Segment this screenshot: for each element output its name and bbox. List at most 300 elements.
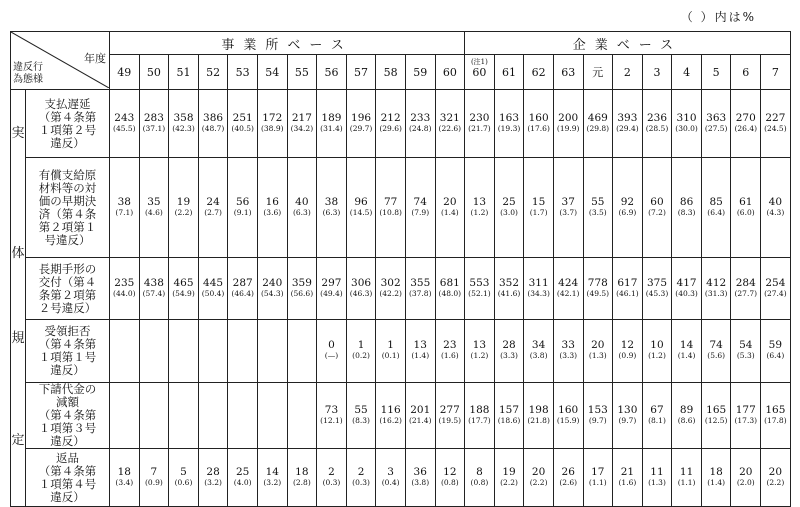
cell-count: 277 bbox=[439, 403, 460, 416]
cell-percent: (54.9) bbox=[172, 288, 195, 298]
cell-percent: (46.4) bbox=[231, 288, 254, 298]
cell-count: 321 bbox=[439, 111, 460, 124]
table-cell bbox=[405, 383, 435, 449]
year-header-4: 53 bbox=[228, 55, 258, 90]
table-cell bbox=[435, 158, 465, 258]
cell-percent: (5.6) bbox=[707, 351, 726, 360]
table-cell bbox=[257, 258, 287, 320]
cell-percent: (6.0) bbox=[736, 207, 755, 217]
cell-percent: (30.0) bbox=[675, 123, 698, 133]
table-cell bbox=[228, 258, 258, 320]
cell-count: 352 bbox=[498, 276, 520, 289]
cell-percent: (3.2) bbox=[204, 477, 222, 487]
year-header-12: (注1) 60 bbox=[465, 55, 495, 90]
side-label-char: 定 bbox=[11, 433, 25, 448]
cell-percent: (49.5) bbox=[586, 288, 610, 298]
cell-percent: (0.9) bbox=[145, 477, 163, 487]
cell-percent: (8.3) bbox=[352, 415, 370, 425]
table-cell bbox=[672, 383, 702, 449]
year-header-6: 55 bbox=[287, 55, 317, 90]
table-cell bbox=[494, 320, 524, 383]
cell-percent: (46.3) bbox=[349, 288, 373, 298]
table-cell bbox=[731, 320, 761, 383]
cell-count: 553 bbox=[469, 276, 490, 289]
cell-percent: (2.0) bbox=[736, 477, 755, 487]
office-base-header: 事業所ベース bbox=[110, 32, 465, 55]
cell-percent: (4.6) bbox=[145, 207, 163, 217]
cell-percent: (—) bbox=[324, 351, 339, 360]
table-cell bbox=[583, 258, 613, 320]
cell-count: 28 bbox=[502, 339, 516, 351]
cell-percent: (15.9) bbox=[556, 415, 580, 425]
cell-percent: (2.7) bbox=[204, 207, 222, 217]
table-cell bbox=[642, 258, 672, 320]
cell-percent: (27.4) bbox=[764, 288, 787, 298]
cell-count: 1 bbox=[387, 339, 394, 351]
cell-percent: (4.3) bbox=[766, 207, 785, 217]
table-cell bbox=[613, 258, 643, 320]
table-cell bbox=[139, 90, 169, 158]
table-cell bbox=[613, 320, 643, 383]
table-cell bbox=[405, 158, 435, 258]
cell-count: 681 bbox=[439, 276, 460, 289]
cell-count: 393 bbox=[617, 111, 638, 124]
cell-percent: (1.2) bbox=[648, 351, 666, 360]
cell-count: 19 bbox=[176, 195, 191, 208]
table-cell bbox=[139, 449, 169, 507]
year-header-8: 57 bbox=[346, 55, 376, 90]
cell-count: 12 bbox=[443, 465, 457, 478]
cell-count: 56 bbox=[235, 195, 250, 208]
corner-header bbox=[11, 32, 110, 90]
cell-count: 67 bbox=[650, 403, 664, 416]
table-cell bbox=[465, 449, 495, 507]
cell-percent: (29.4) bbox=[616, 123, 639, 133]
cell-count: 13 bbox=[472, 339, 487, 351]
cell-percent: (3.0) bbox=[500, 207, 518, 217]
table-cell bbox=[317, 449, 347, 507]
table-cell bbox=[346, 90, 376, 158]
cell-count: 61 bbox=[739, 195, 753, 208]
cell-count: 617 bbox=[617, 276, 638, 289]
table-cell bbox=[524, 383, 554, 449]
cell-percent: (3.4) bbox=[115, 477, 134, 487]
cell-count: 177 bbox=[735, 403, 756, 416]
table-cell bbox=[228, 383, 258, 449]
table-cell bbox=[110, 158, 140, 258]
cell-count: 778 bbox=[587, 276, 608, 289]
cell-percent: (3.8) bbox=[529, 351, 548, 360]
table-cell bbox=[435, 90, 465, 158]
table-cell bbox=[376, 158, 406, 258]
table-cell bbox=[346, 320, 376, 383]
cell-percent: (44.0) bbox=[113, 288, 136, 298]
cell-count: 86 bbox=[679, 195, 694, 208]
cell-count: 375 bbox=[646, 276, 667, 289]
table-cell bbox=[110, 90, 140, 158]
cell-count: 2 bbox=[328, 465, 335, 478]
cell-percent: (31.4) bbox=[320, 123, 343, 133]
table-cell bbox=[701, 383, 731, 449]
cell-count: 200 bbox=[558, 111, 579, 124]
cell-percent: (37.1) bbox=[142, 123, 166, 133]
cell-count: 73 bbox=[324, 403, 339, 416]
cell-percent: (38.9) bbox=[260, 123, 284, 133]
table-cell bbox=[465, 320, 495, 383]
cell-percent: (7.9) bbox=[411, 207, 430, 217]
year-header-1: 50 bbox=[139, 55, 169, 90]
cell-percent: (1.4) bbox=[677, 351, 696, 360]
cell-percent: (19.3) bbox=[497, 123, 521, 133]
year-header-label: 年度 bbox=[84, 52, 106, 65]
row-label: 有償支給原 材料等の対 価の早期決 済（第４条 第２項第１ 号違反） bbox=[26, 158, 110, 258]
cell-count: 284 bbox=[735, 276, 756, 289]
cell-count: 34 bbox=[531, 339, 546, 351]
cell-count: 201 bbox=[410, 403, 431, 416]
cell-count: 60 bbox=[650, 195, 664, 208]
cell-count: 25 bbox=[235, 465, 250, 478]
table-cell bbox=[553, 449, 583, 507]
cell-percent: (34.2) bbox=[290, 123, 314, 133]
cell-percent: (16.2) bbox=[379, 415, 402, 425]
table-cell bbox=[465, 158, 495, 258]
table-cell bbox=[761, 320, 791, 383]
cell-count: 7 bbox=[150, 465, 158, 478]
cell-count: 37 bbox=[561, 195, 575, 208]
cell-percent: (3.8) bbox=[411, 477, 430, 487]
cell-percent: (3.3) bbox=[500, 351, 518, 360]
cell-count: 38 bbox=[117, 195, 131, 208]
cell-percent: (42.2) bbox=[379, 288, 402, 298]
cell-percent: (2.2) bbox=[174, 207, 193, 217]
table-cell bbox=[761, 158, 791, 258]
cell-percent: (1.3) bbox=[588, 351, 607, 360]
cell-percent: (0.3) bbox=[352, 477, 370, 487]
cell-count: 28 bbox=[206, 465, 220, 478]
cell-percent: (24.8) bbox=[408, 123, 432, 133]
section-header-row bbox=[11, 32, 791, 55]
cell-percent: (3.5) bbox=[588, 207, 607, 217]
table-cell bbox=[465, 90, 495, 158]
table-cell bbox=[494, 449, 524, 507]
table-cell bbox=[435, 383, 465, 449]
year-header-17: 2 bbox=[613, 55, 643, 90]
cell-count: 77 bbox=[383, 195, 398, 208]
cell-count: 424 bbox=[558, 276, 579, 289]
year-header-15: 63 bbox=[553, 55, 583, 90]
cell-count: 254 bbox=[765, 276, 786, 289]
table-cell bbox=[346, 258, 376, 320]
cell-percent: (56.6) bbox=[290, 288, 314, 298]
cell-percent: (24.5) bbox=[764, 123, 787, 133]
table-cell bbox=[228, 449, 258, 507]
cell-percent: (7.2) bbox=[648, 207, 666, 217]
cell-percent: (14.5) bbox=[349, 207, 373, 217]
cell-percent: (42.3) bbox=[172, 123, 195, 133]
table-cell bbox=[613, 90, 643, 158]
cell-percent: (6.4) bbox=[766, 351, 785, 360]
table-row bbox=[11, 320, 791, 383]
cell-percent: (40.5) bbox=[231, 123, 254, 133]
cell-count: 24 bbox=[206, 195, 220, 208]
table-cell bbox=[346, 449, 376, 507]
table-cell bbox=[731, 258, 761, 320]
table-cell bbox=[257, 383, 287, 449]
cell-percent: (29.7) bbox=[349, 123, 373, 133]
cell-percent: (1.2) bbox=[470, 207, 489, 217]
cell-percent: (27.5) bbox=[704, 123, 728, 133]
cell-count: 243 bbox=[114, 111, 135, 124]
year-header-0: 49 bbox=[110, 55, 140, 90]
cell-count: 26 bbox=[561, 465, 575, 478]
cell-percent: (1.2) bbox=[470, 351, 489, 360]
cell-count: 233 bbox=[410, 111, 431, 124]
cell-percent: (17.6) bbox=[527, 123, 550, 133]
table-cell bbox=[613, 383, 643, 449]
cell-count: 0 bbox=[328, 339, 335, 351]
cell-count: 12 bbox=[620, 339, 635, 351]
table-row bbox=[11, 258, 791, 320]
side-label bbox=[11, 90, 26, 507]
cell-count: 17 bbox=[591, 465, 605, 478]
row-label: 支払遅延 （第４条第 １項第２号 違反） bbox=[26, 90, 110, 158]
cell-percent: (1.3) bbox=[648, 477, 666, 487]
table-cell bbox=[110, 449, 140, 507]
cell-count: 15 bbox=[531, 195, 546, 208]
cell-count: 196 bbox=[351, 111, 372, 124]
table-cell bbox=[287, 90, 317, 158]
cell-percent: (40.3) bbox=[675, 288, 698, 298]
table-cell bbox=[672, 90, 702, 158]
cell-count: 18 bbox=[117, 465, 131, 478]
cell-percent: (19.5) bbox=[438, 415, 462, 425]
cell-count: 19 bbox=[502, 465, 516, 478]
cell-count: 165 bbox=[765, 403, 786, 416]
table-cell bbox=[701, 320, 731, 383]
cell-percent: (10.8) bbox=[379, 207, 402, 217]
table-cell bbox=[257, 449, 287, 507]
cell-count: 230 bbox=[469, 111, 490, 124]
table-cell bbox=[553, 320, 583, 383]
table-cell bbox=[583, 320, 613, 383]
cell-count: 165 bbox=[706, 403, 727, 416]
cell-count: 36 bbox=[413, 465, 427, 478]
table-cell bbox=[110, 258, 140, 320]
cell-count: 59 bbox=[768, 339, 783, 351]
table-cell bbox=[257, 158, 287, 258]
cell-count: 310 bbox=[676, 111, 697, 124]
cell-percent: (12.1) bbox=[320, 415, 343, 425]
table-cell bbox=[524, 320, 554, 383]
year-header-21: 6 bbox=[731, 55, 761, 90]
year-header-3: 52 bbox=[198, 55, 228, 90]
cell-count: 217 bbox=[291, 111, 312, 124]
cell-percent: (1.4) bbox=[411, 351, 430, 360]
cell-percent: (54.3) bbox=[260, 288, 284, 298]
table-cell bbox=[761, 449, 791, 507]
table-cell bbox=[317, 383, 347, 449]
cell-count: 8 bbox=[476, 465, 483, 478]
table-cell bbox=[346, 158, 376, 258]
table-cell bbox=[169, 320, 199, 383]
cell-count: 20 bbox=[739, 465, 753, 478]
cell-percent: (0.1) bbox=[381, 351, 400, 360]
side-label-char: 規 bbox=[11, 331, 25, 346]
table-cell bbox=[376, 383, 406, 449]
table-cell bbox=[494, 90, 524, 158]
year-header-2: 51 bbox=[169, 55, 199, 90]
table-cell bbox=[435, 320, 465, 383]
cell-count: 5 bbox=[180, 465, 187, 478]
cell-count: 74 bbox=[709, 339, 723, 351]
cell-percent: (9.7) bbox=[588, 415, 607, 425]
cell-percent: (3.7) bbox=[559, 207, 578, 217]
cell-percent: (1.4) bbox=[707, 477, 726, 487]
cell-percent: (28.5) bbox=[645, 123, 669, 133]
cell-percent: (8.3) bbox=[677, 207, 696, 217]
row-label: 返品 （第４条第 １項第４号 違反） bbox=[26, 449, 110, 507]
table-cell bbox=[346, 383, 376, 449]
year-header-11: 60 bbox=[435, 55, 465, 90]
cell-count: 89 bbox=[679, 403, 694, 416]
cell-percent: (1.1) bbox=[677, 477, 696, 487]
cell-count: 359 bbox=[291, 276, 312, 289]
cell-percent: (17.3) bbox=[734, 415, 758, 425]
cell-count: 355 bbox=[410, 276, 431, 289]
table-cell bbox=[198, 158, 228, 258]
table-cell bbox=[672, 158, 702, 258]
table-cell bbox=[228, 320, 258, 383]
table-cell bbox=[376, 320, 406, 383]
cell-percent: (6.3) bbox=[322, 207, 341, 217]
table-cell bbox=[257, 320, 287, 383]
year-header-14: 62 bbox=[524, 55, 554, 90]
cell-count: 20 bbox=[768, 465, 783, 478]
cell-percent: (3.2) bbox=[263, 477, 282, 487]
cell-count: 172 bbox=[262, 111, 283, 124]
cell-count: 287 bbox=[232, 276, 253, 289]
cell-percent: (29.8) bbox=[586, 123, 610, 133]
cell-count: 198 bbox=[528, 403, 549, 416]
cell-percent: (6.9) bbox=[618, 207, 637, 217]
cell-count: 189 bbox=[321, 111, 342, 124]
table-cell bbox=[672, 320, 702, 383]
cell-count: 188 bbox=[469, 403, 490, 416]
cell-percent: (22.6) bbox=[438, 123, 462, 133]
table-cell bbox=[405, 449, 435, 507]
table-cell bbox=[553, 258, 583, 320]
table-row bbox=[11, 158, 791, 258]
cell-count: 96 bbox=[354, 195, 368, 208]
row-label: 長期手形の 交付（第４ 条第２項第 ２号違反） bbox=[26, 258, 110, 320]
year-header-5: 54 bbox=[257, 55, 287, 90]
cell-count: 23 bbox=[443, 339, 457, 351]
table-cell bbox=[553, 383, 583, 449]
cell-percent: (3.3) bbox=[559, 351, 578, 360]
cell-count: 20 bbox=[531, 465, 546, 478]
cell-count: 445 bbox=[203, 276, 224, 289]
side-label-char: 体 bbox=[11, 246, 25, 261]
table-cell bbox=[376, 90, 406, 158]
cell-count: 2 bbox=[357, 465, 365, 478]
violation-type-header-label: 違反行 為態様 bbox=[13, 62, 43, 85]
cell-percent: (12.5) bbox=[704, 415, 728, 425]
cell-percent: (18.6) bbox=[497, 415, 521, 425]
percent-note: （ ）内は% bbox=[680, 10, 756, 24]
table-cell bbox=[731, 449, 761, 507]
cell-count: 3 bbox=[387, 465, 394, 478]
table-cell bbox=[583, 449, 613, 507]
table-cell bbox=[494, 158, 524, 258]
table-cell bbox=[761, 258, 791, 320]
cell-percent: (9.7) bbox=[618, 415, 637, 425]
table-cell bbox=[761, 90, 791, 158]
table-cell bbox=[139, 258, 169, 320]
side-label-char: 実 bbox=[11, 126, 25, 141]
cell-percent: (37.8) bbox=[408, 288, 432, 298]
table-cell bbox=[465, 258, 495, 320]
cell-percent: (48.0) bbox=[438, 288, 462, 298]
cell-percent: (42.1) bbox=[556, 288, 580, 298]
table-cell bbox=[317, 158, 347, 258]
table-cell bbox=[524, 158, 554, 258]
violation-table bbox=[10, 31, 791, 507]
cell-percent: (1.6) bbox=[440, 351, 459, 360]
table-cell bbox=[376, 449, 406, 507]
year-header-18: 3 bbox=[642, 55, 672, 90]
table-cell bbox=[583, 158, 613, 258]
table-cell bbox=[405, 258, 435, 320]
table-cell bbox=[642, 320, 672, 383]
table-cell bbox=[317, 320, 347, 383]
cell-percent: (0.9) bbox=[618, 351, 637, 360]
cell-count: 212 bbox=[380, 111, 401, 124]
table-cell bbox=[642, 449, 672, 507]
cell-percent: (21.4) bbox=[408, 415, 432, 425]
cell-count: 18 bbox=[709, 465, 723, 478]
cell-percent: (27.7) bbox=[734, 288, 758, 298]
table-cell bbox=[376, 258, 406, 320]
year-header-16: 元 bbox=[583, 55, 613, 90]
cell-percent: (52.1) bbox=[468, 288, 491, 298]
table-cell bbox=[642, 90, 672, 158]
cell-count: 1 bbox=[357, 339, 365, 351]
table-cell bbox=[287, 320, 317, 383]
table-cell bbox=[701, 90, 731, 158]
table-cell bbox=[494, 258, 524, 320]
table-cell bbox=[169, 383, 199, 449]
cell-percent: (48.7) bbox=[201, 123, 225, 133]
table-cell bbox=[169, 449, 199, 507]
cell-percent: (0.3) bbox=[322, 477, 341, 487]
cell-percent: (6.3) bbox=[292, 207, 311, 217]
cell-percent: (6.4) bbox=[707, 207, 726, 217]
table-cell bbox=[701, 258, 731, 320]
cell-percent: (2.6) bbox=[559, 477, 578, 487]
cell-count: 417 bbox=[676, 276, 697, 289]
year-header-20: 5 bbox=[701, 55, 731, 90]
table-cell bbox=[524, 258, 554, 320]
table-cell bbox=[613, 449, 643, 507]
cell-count: 283 bbox=[143, 111, 164, 124]
row-label: 受領拒否 （第４条第 １項第１号 違反） bbox=[26, 320, 110, 383]
cell-percent: (1.6) bbox=[618, 477, 637, 487]
cell-count: 20 bbox=[591, 339, 605, 351]
table-cell bbox=[583, 90, 613, 158]
table-cell bbox=[228, 90, 258, 158]
cell-count: 438 bbox=[143, 276, 164, 289]
table-cell bbox=[613, 158, 643, 258]
